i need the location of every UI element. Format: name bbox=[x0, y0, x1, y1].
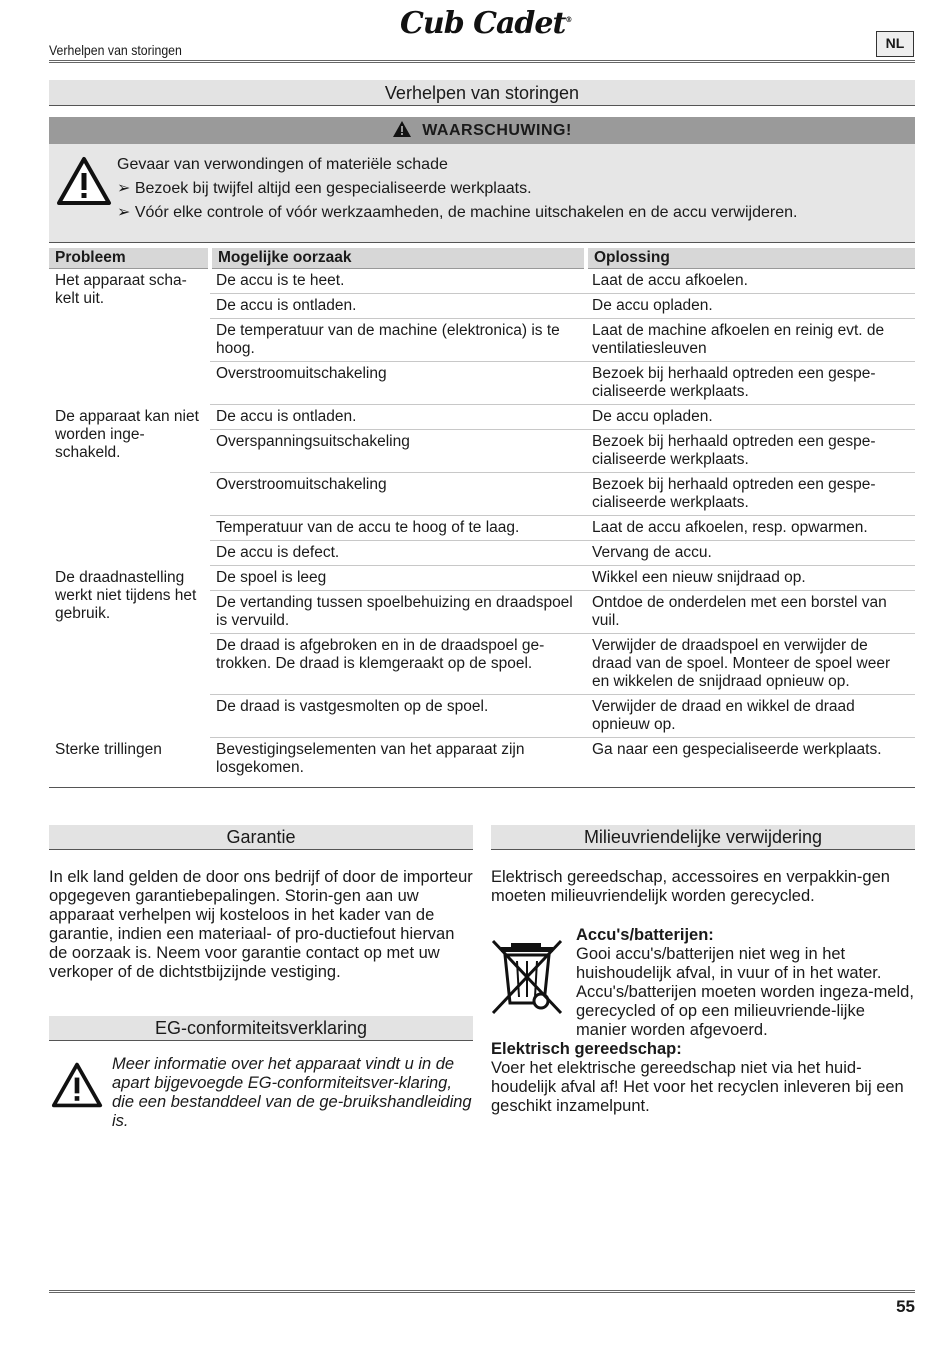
solution-cell: De accu opladen. bbox=[586, 294, 915, 319]
cause-cell: De spoel is leeg bbox=[210, 566, 586, 591]
solution-cell: Bezoek bij herhaald optreden een gespe-cialiseerde werkplaats. bbox=[586, 430, 915, 473]
arrow-icon: ➢ bbox=[117, 180, 131, 197]
brand-logo: Cub Cadet® bbox=[400, 6, 572, 41]
warning-line-2: ➢ Bezoek bij twijfel altijd een gespecialiseerde werkplaats. bbox=[117, 180, 532, 197]
solution-cell: Ontdoe de onderdelen met een borstel van vuil. bbox=[586, 591, 915, 634]
column-header-cause: Mogelijke oorzaak bbox=[210, 248, 586, 269]
elektrisch-heading: Elektrisch gereedschap: bbox=[491, 1040, 682, 1058]
problem-cell: Sterke trillingen bbox=[49, 738, 210, 788]
elektrisch-text: Voer het elektrische gereedschap niet via het huid-houdelijk afval af! Het voor het recyclen inleveren bij een geschikt inzamelpunt. bbox=[491, 1059, 904, 1115]
solution-cell: Laat de machine afkoelen en reinig evt. de ventilatiesleuven bbox=[586, 319, 915, 362]
troubleshooting-table bbox=[49, 248, 915, 788]
table-header-row bbox=[49, 248, 915, 269]
section-title-garantie: Garantie bbox=[49, 825, 473, 850]
table-row bbox=[49, 738, 915, 788]
garantie-text: In elk land gelden de door ons bedrijf of door de importeur opgegeven garantiebepalingen. Storin-gen aan uw apparaat verhelpen wij kosteloos in het kader van de garantie, indien een materiaal- of pro-ductiefout hiervan de oorzaak is. Neem voor garantie contact op met uw verkoper of de dichtstbijzijnde vestiging. bbox=[49, 868, 473, 981]
solution-cell: Laat de accu afkoelen, resp. opwarmen. bbox=[586, 516, 915, 541]
cause-cell: De accu is defect. bbox=[210, 541, 586, 566]
table-row bbox=[49, 269, 915, 294]
solution-cell: Bezoek bij herhaald optreden een gespe-cialiseerde werkplaats. bbox=[586, 473, 915, 516]
warning-heading: WAARSCHUWING! bbox=[49, 117, 915, 144]
cause-cell: Temperatuur van de accu te hoog of te laag. bbox=[210, 516, 586, 541]
warning-text bbox=[117, 153, 797, 225]
milieu-intro-text: Elektrisch gereedschap, accessoires en verpakkin-gen moeten milieuvriendelijk worden gerecycled. bbox=[491, 868, 890, 905]
solution-cell: Verwijder de draad en wikkel de draad opnieuw op. bbox=[586, 695, 915, 738]
cause-cell: De accu is ontladen. bbox=[210, 405, 586, 430]
cause-cell: Overstroomuitschakeling bbox=[210, 473, 586, 516]
solution-cell: Laat de accu afkoelen. bbox=[586, 269, 915, 294]
accu-heading: Accu's/batterijen: bbox=[576, 926, 714, 944]
column-header-problem: Probleem bbox=[49, 248, 210, 269]
cause-cell: De draad is afgebroken en in de draadspoel ge-trokken. De draad is klemgeraakt op de spoel. bbox=[210, 634, 586, 695]
problem-cell: De apparaat kan niet worden inge-schakeld. bbox=[55, 407, 199, 461]
solution-cell: Ga naar een gespecialiseerde werkplaats. bbox=[586, 738, 915, 788]
table-row bbox=[49, 405, 915, 430]
cause-cell: De draad is vastgesmolten op de spoel. bbox=[210, 695, 586, 738]
section-title-milieu: Milieuvriendelijke verwijdering bbox=[491, 825, 915, 850]
warning-line-1: Gevaar van verwondingen of materiële schade bbox=[117, 156, 448, 173]
solution-cell: Wikkel een nieuw snijdraad op. bbox=[586, 566, 915, 591]
table-row bbox=[49, 566, 915, 591]
eg-text: Meer informatie over het apparaat vindt u in de apart bijgevoegde EG-conformiteitsver-klaring, die een bestanddeel van de ge-bruikshandleiding is. bbox=[112, 1055, 472, 1130]
cause-cell: Bevestigingselementen van het apparaat zijn losgekomen. bbox=[210, 738, 586, 788]
cause-cell: De temperatuur van de machine (elektronica) is te hoog. bbox=[210, 319, 586, 362]
accu-text: Gooi accu's/batterijen niet weg in het huishoudelijk afval, in vuur of in het water. Accu's/batterijen moeten worden ingeza-meld, gerecycled of op een milieuvriende-lijke manier worden afgevoerd. bbox=[576, 945, 914, 1039]
cause-cell: Overstroomuitschakeling bbox=[210, 362, 586, 405]
running-header-title: Verhelpen van storingen bbox=[49, 42, 182, 58]
language-badge: NL bbox=[876, 31, 914, 57]
solution-cell: De accu opladen. bbox=[586, 405, 915, 430]
cause-cell: Overspanningsuitschakeling bbox=[210, 430, 586, 473]
section-title-troubleshooting: Verhelpen van storingen bbox=[49, 80, 915, 106]
warning-box bbox=[49, 117, 915, 243]
cause-cell: De accu is ontladen. bbox=[210, 294, 586, 319]
warning-line-3: ➢ Vóór elke controle of vóór werkzaamheden, de machine uitschakelen en de accu verwijderen. bbox=[117, 204, 798, 221]
warning-triangle-icon bbox=[51, 1061, 103, 1114]
solution-cell: Vervang de accu. bbox=[586, 541, 915, 566]
warning-triangle-icon bbox=[56, 156, 112, 211]
cause-cell: De vertanding tussen spoelbehuizing en draadspoel is vervuild. bbox=[210, 591, 586, 634]
page-number: 55 bbox=[896, 1297, 915, 1316]
problem-cell: Het apparaat scha-kelt uit. bbox=[55, 272, 187, 307]
cause-cell: De accu is te heet. bbox=[210, 269, 586, 294]
problem-cell: De draadnastelling werkt niet tijdens het gebruik. bbox=[55, 568, 197, 622]
header-rule bbox=[49, 60, 915, 63]
warning-small-icon bbox=[392, 120, 412, 147]
arrow-icon: ➢ bbox=[117, 204, 131, 221]
column-header-solution: Oplossing bbox=[586, 248, 915, 269]
solution-cell: Verwijder de draadspoel en verwijder de draad van de spoel. Monteer de spoel weer en wikkelen de snijdraad opnieuw op. bbox=[586, 634, 915, 695]
footer-rule bbox=[49, 1290, 915, 1293]
crossed-out-bin-icon bbox=[489, 937, 565, 1022]
section-title-eg-conformiteit: EG-conformiteitsverklaring bbox=[49, 1016, 473, 1041]
solution-cell: Bezoek bij herhaald optreden een gespe-cialiseerde werkplaats. bbox=[586, 362, 915, 405]
